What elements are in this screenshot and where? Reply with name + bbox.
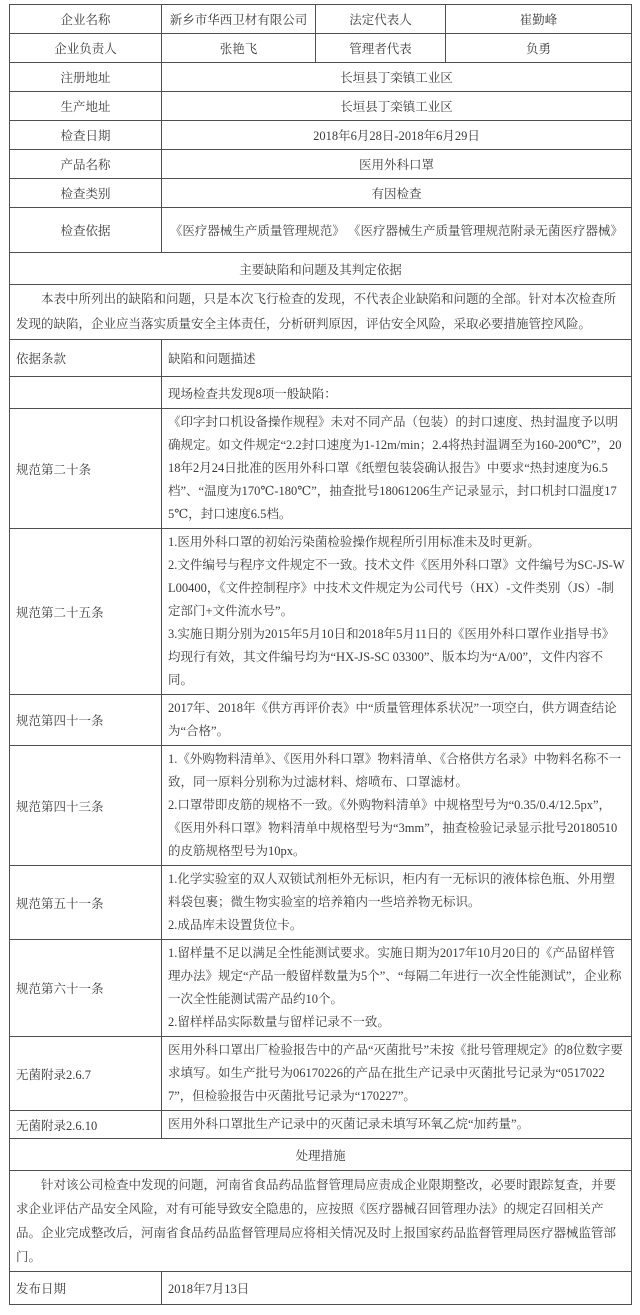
description-column-header: 缺陷和问题描述: [162, 340, 632, 377]
defect-row: [10, 409, 632, 529]
table-row: [10, 1139, 632, 1171]
clause-column-header: 依据条款: [10, 340, 162, 377]
defect-row: [10, 529, 632, 695]
defect-row: [10, 940, 632, 1037]
inspection-type-value: 有因检查: [162, 179, 632, 208]
measures-section-title: 处理措施: [10, 1139, 632, 1171]
table-row: [10, 63, 632, 92]
inspection-date-label: 检查日期: [10, 121, 162, 150]
legal-rep-value: 崔勤峰: [446, 5, 632, 34]
defect-item: 医用外科口罩出厂检验报告中的产品“灭菌批号”未按《批号管理规定》的8位数字要求填写。如生产批号为06170226的产品在批生产记录中灭菌批号记录为“05170227”，但检验报告中灭菌批号记录为“170227”。: [168, 1043, 623, 1103]
management-rep-label: 管理者代表: [316, 34, 446, 63]
registered-address-label: 注册地址: [10, 63, 162, 92]
production-address-label: 生产地址: [10, 92, 162, 121]
defect-item: 2.成品库未设置货位卡。: [168, 918, 303, 932]
defect-item: 1.留样量不足以满足全性能测试要求。实施日期为2017年10月20日的《产品留样管理办法》规定“产品一般留样数量为5个”、“每隔二年进行一次全性能测试”，企业称一次全性能测试需产品约10个。: [168, 946, 622, 1006]
company-name-label: 企业名称: [10, 5, 162, 34]
inspection-table: [9, 4, 632, 1305]
defect-row: [10, 1037, 632, 1111]
defect-desc-cell: [162, 866, 632, 940]
clause-cell: 规范第四十一条: [10, 695, 162, 746]
registered-address-value: 长垣县丁栾镇工业区: [162, 63, 632, 92]
clause-cell: 规范第二十条: [10, 409, 162, 529]
defect-desc-cell: [162, 695, 632, 746]
table-row: [10, 253, 632, 285]
release-date-label: 发布日期: [10, 1272, 162, 1305]
defect-row: [10, 746, 632, 866]
defects-intro-text: 本表中所列出的缺陷和问题，只是本次飞行检查的发现，不代表企业缺陷和问题的全部。针对本次检查所发现的缺陷，企业应当落实质量安全主体责任，分析研判原因，评估安全风险，采取必要措施管控风险。: [16, 292, 617, 331]
product-name-value: 医用外科口罩: [162, 150, 632, 179]
company-head-label: 企业负责人: [10, 34, 162, 63]
table-row: [10, 92, 632, 121]
defect-desc-cell: [162, 940, 632, 1037]
production-address-value: 长垣县丁栾镇工业区: [162, 92, 632, 121]
defect-item: 1.《外购物料清单》、《医用外科口罩》物料清单、《合格供方名录》中物料名称不一致，同一原料分别称为过滤材料、熔喷布、口罩滤材。: [168, 752, 622, 789]
defect-desc-cell: [162, 1111, 632, 1139]
defect-row: [10, 695, 632, 746]
defect-item: 1.医用外科口罩的初始污染菌检验操作规程所引用标准未及时更新。: [168, 535, 540, 549]
clause-cell: 规范第六十一条: [10, 940, 162, 1037]
clause-cell: 规范第四十三条: [10, 746, 162, 866]
table-row: [10, 377, 632, 409]
release-date-value: 2018年7月13日: [162, 1272, 632, 1305]
defects-section-title: 主要缺陷和问题及其判定依据: [10, 253, 632, 285]
legal-rep-label: 法定代表人: [316, 5, 446, 34]
table-row: [10, 1272, 632, 1305]
defect-item: 2.文件编号与程序文件规定不一致。技术文件《医用外科口罩》文件编号为SC-JS-WL00400，《文件控制程序》中技术文件规定为公司代号（HX）-文件类别（JS）-制定部门+文件流水号”。: [168, 558, 625, 618]
clause-cell-empty: [10, 377, 162, 409]
inspection-basis-label: 检查依据: [10, 208, 162, 253]
defect-row: [10, 866, 632, 940]
inspection-type-label: 检查类别: [10, 179, 162, 208]
defect-item: 医用外科口罩批生产记录中的灭菌记录未填写环氧乙烷“加药量”。: [168, 1117, 530, 1131]
table-row: [10, 150, 632, 179]
inspection-date-value: 2018年6月28日-2018年6月29日: [162, 121, 632, 150]
defect-desc-cell: [162, 529, 632, 695]
table-row: [10, 285, 632, 340]
table-row: [10, 1171, 632, 1272]
table-row: [10, 121, 632, 150]
defects-summary: 现场检查共发现8项一般缺陷：: [162, 377, 632, 409]
defects-intro-cell: [10, 285, 632, 340]
measures-body-text: 针对该公司检查中发现的问题，河南省食品药品监督管理局应责成企业限期整改，必要时跟踪复查，并要求企业评估产品安全风险，对有可能导致安全隐患的，应按照《医疗器械召回管理办法》的规定召回相关产品。企业完成整改后，河南省食品药品监督管理局应将相关情况及时上报国家药品监督管理局医疗器械监管部门。: [16, 1178, 617, 1264]
clause-cell: 规范第二十五条: [10, 529, 162, 695]
measures-body-cell: [10, 1171, 632, 1272]
defect-item: 2.口罩带即皮筋的规格不一致。《外购物料清单》中规格型号为“0.35/0.4/12.5px”，《医用外科口罩》物料清单中规格型号为“3mm”，抽查检验记录显示批号20180510的皮筋规格型号为10px。: [168, 798, 618, 858]
defect-desc-cell: [162, 746, 632, 866]
inspection-basis-value: 《医疗器械生产质量管理规范》 《医疗器械生产质量管理规范附录无菌医疗器械》: [162, 208, 632, 253]
management-rep-value: 负勇: [446, 34, 632, 63]
defect-item: 3.实施日期分别为2015年5月10日和2018年5月11日的《医用外科口罩作业指导书》均现行有效，其文件编号均为“HX-JS-SC 03300”、版本均为“A/00”，文件内容不同。: [168, 627, 615, 687]
product-name-label: 产品名称: [10, 150, 162, 179]
defect-item: 《印字封口机设备操作规程》未对不同产品（包装）的封口速度、热封温度予以明确规定。如文件规定“2.2封口速度为1-12m/min；2.4将热封温调至为160-200℃”，2018年2月24日批准的医用外科口罩《纸塑包装袋确认报告》中要求“热封速度为6.5档”、“温度为170℃-180℃”，抽查批号18061206生产记录显示，封口机封口温度175℃，封口速度6.5档。: [168, 415, 622, 521]
table-row: [10, 340, 632, 377]
clause-cell: 规范第五十一条: [10, 866, 162, 940]
table-row: [10, 5, 632, 34]
defect-row: [10, 1111, 632, 1139]
defect-desc-cell: [162, 1037, 632, 1111]
company-name-value: 新乡市华西卫材有限公司: [162, 5, 316, 34]
company-head-value: 张艳飞: [162, 34, 316, 63]
defect-item: 1.化学实验室的双人双锁试剂柜外无标识，柜内有一无标识的液体棕色瓶、外用塑料袋包裹；微生物实验室的培养箱内一些培养物无标识。: [168, 872, 615, 909]
defect-item: 2.留样样品实际数量与留样记录不一致。: [168, 1015, 390, 1029]
defect-item: 2017年、2018年《供方再评价表》中“质量管理体系状况”一项空白，供方调查结论为“合格”。: [168, 701, 617, 738]
table-row: [10, 179, 632, 208]
defect-desc-cell: [162, 409, 632, 529]
table-row: [10, 34, 632, 63]
table-row: [10, 208, 632, 253]
clause-cell: 无菌附录2.6.10: [10, 1111, 162, 1139]
clause-cell: 无菌附录2.6.7: [10, 1037, 162, 1111]
